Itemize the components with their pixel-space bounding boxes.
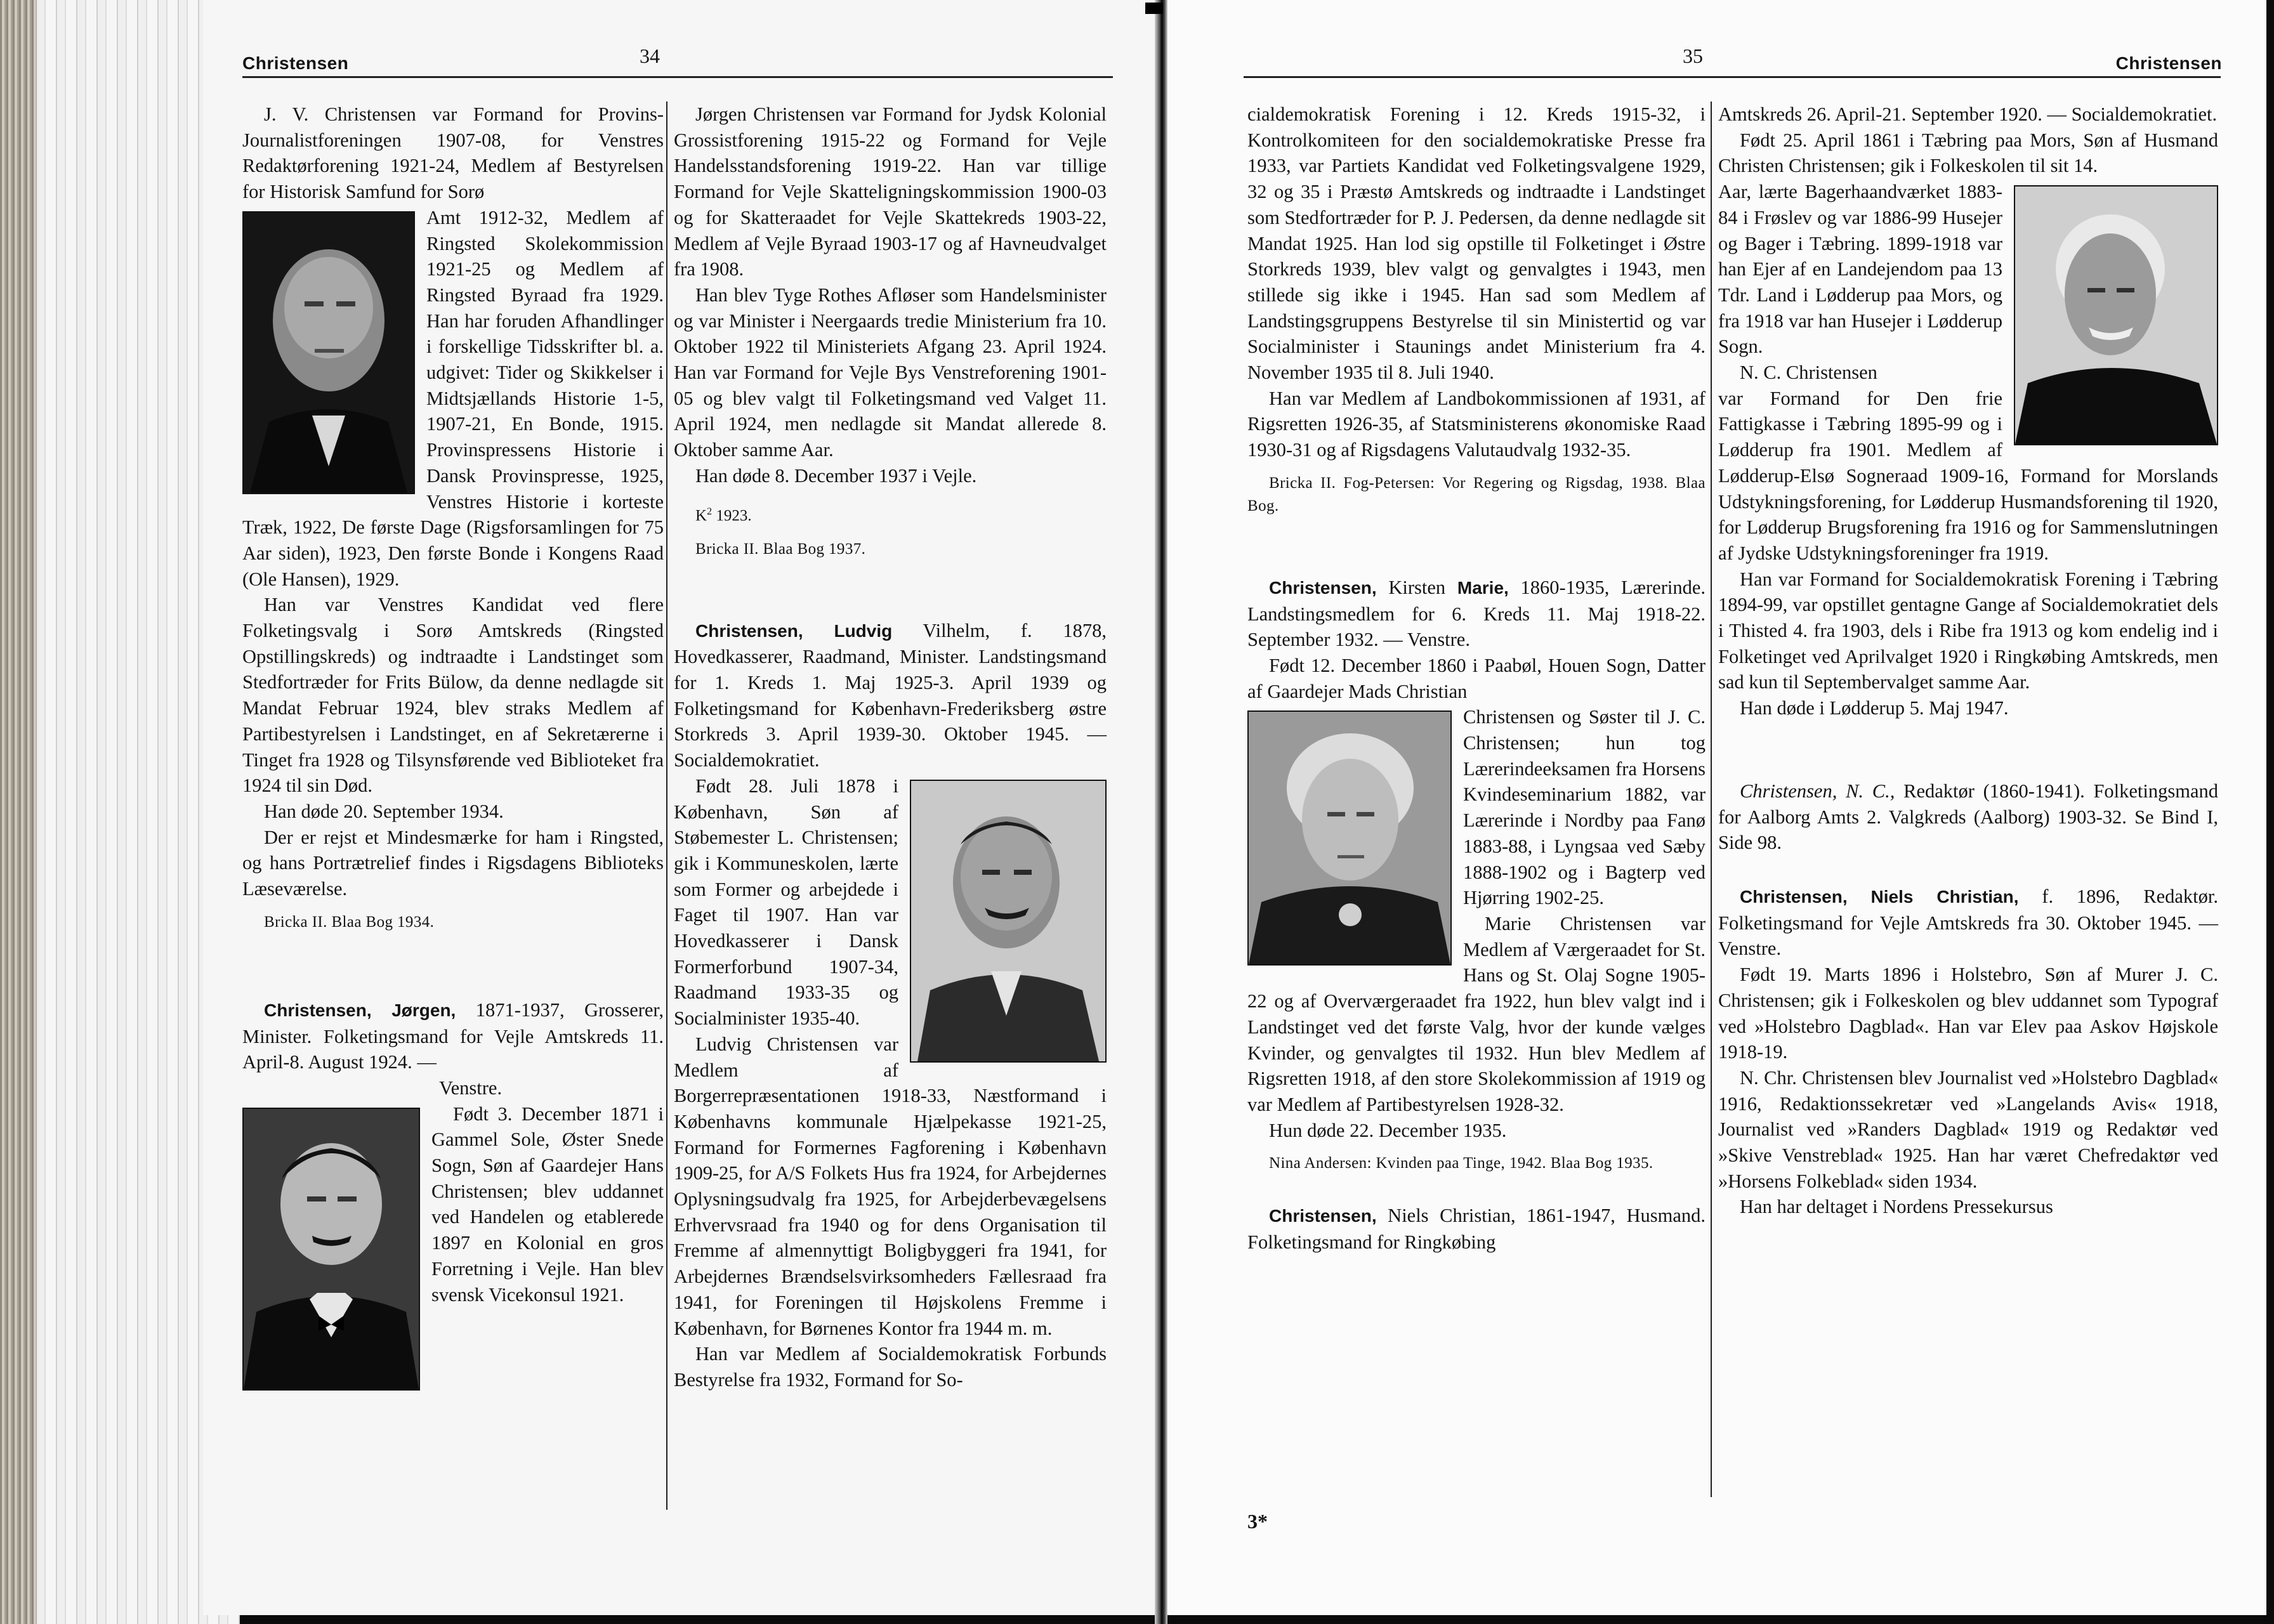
- paragraph: J. V. Christensen var Formand for Provins-Journalistforeningen 1907-08, for Venstres Redaktørforening 1921-24, Medlem af Bestyrelsen for Historisk Samfund for Sorø: [242, 103, 664, 203]
- header-rule: [1244, 76, 2221, 78]
- entry-heading-text: f. 1896, Redaktør. Folketingsmand for Vejle Amtskreds fra 30. Oktober 1945. — Venstre.: [1718, 885, 2218, 960]
- entry-heading-text: Redaktør (1860-1941). Folketingsmand for Aalborg Amts 2. Valgkreds (Aalborg) 1903-32. Se Bind I, Side 98.: [1718, 780, 2219, 854]
- paragraph: Aar, lærte Bagerhaandværket 1883-84 i Frøslev og var 1886-99 Husejer og Bager i Tæbring. 1899-1918 var han Ejer af en Landejendom paa 13 Tdr. Land i Lødderup paa Mors, og fra 1918 var han Husejer i Lødderup Sogn.: [1718, 181, 2002, 358]
- citation: Bricka II. Blaa Bog 1937.: [695, 540, 866, 558]
- entry-party: Venstre.: [439, 1077, 503, 1099]
- entry-jorgen-christensen: [242, 997, 664, 1075]
- column-divider: [1711, 102, 1712, 1497]
- entry-niels-christian-christensen-1861: [1247, 1203, 1705, 1255]
- left-column-1: [242, 102, 664, 1394]
- right-page: [1167, 0, 2266, 1615]
- paragraph: Amtskreds 26. April-21. September 1920. — Socialdemokratiet.: [1718, 103, 2218, 125]
- left-column-2: [674, 102, 1107, 1393]
- paragraph: Han var Medlem af Landbokommissionen af 1931, af Rigsretten 1926-35, af Statsministerens økonomiske Raad 1930-31 og af Rigsdagens Valutaudvalg 1932-35.: [1247, 387, 1705, 461]
- entry-ludvig-christensen: [674, 618, 1107, 773]
- paragraph: var Formand for Den frie Fattigkasse i Tæbring 1895-99 og i Lødderup fra 1901. Medlem af Lødderup-Elsø Sogneraad 1909-16, Formand for Morslands Udstykningsforening, for Lødderup Husmandsforening til 1920, for Lødderup Brugsforening fra 1916 og for Sammenslutningen af Jydske Udstykningsforeninger fra 1919.: [1718, 387, 2218, 564]
- paragraph: Christensen og Søster til J. C. Christensen; hun tog Lærerindeeksamen fra Horsens Kvindeseminarium 1882, var Lærerinde i Nordby paa Fanø 1883-88, i Lyngsaa ved Sæby 1888-1902 og i Bagterp ved Hjørring 1902-25.: [1463, 706, 1705, 909]
- paragraph: Der er rejst et Mindesmærke for ham i Ringsted, og hans Portrætrelief findes i Rigsdagens Biblioteks Læseværelse.: [242, 826, 664, 900]
- entry-kirsten-marie-christensen: Christensen, Kirsten Marie, 1860-1935, Lærerinde. Landstingsmedlem for 6. Kreds 11. Maj 1918-22. September 1932. — Venstre.: [1247, 576, 1706, 651]
- paragraph: Jørgen Christensen var Formand for Jydsk Kolonial Grossistforening 1915-22 og Formand for Vejle Handelsstandsforening 1919-22. Han var tillige Formand for Vejle Skatteligningskommission 1900-03 og for Skatteraadet for Vejle Skattekreds 1903-22, Medlem af Vejle Byraad 1903-17 og af Havneudvalget fra 1908.: [674, 103, 1107, 280]
- paragraph: Født 19. Marts 1896 i Holstebro, Søn af Murer J. C. Christensen; gik i Folkeskolen og blev uddannet som Typograf ved »Holstebro Dagblad«. Han var Elev paa Askov Højskole 1918-19.: [1718, 964, 2218, 1063]
- entry-name: Christensen, Ludvig: [695, 620, 893, 641]
- paragraph: Amt 1912-32, Medlem af Ringsted Skolekommission 1921-25 og Medlem af Ringsted Byraad fra 1929. Han har foruden Afhandlinger i forskellige Tidsskrifter bl. a. udgivet: Tider og Skikkelser i Midtsjællands Historie 1-5, 1907-21, En Bonde, 1915. Provinspressens Historie i Dansk Provinspresse, 1925, Venstres Historie i korteste Træk, 1922, De første Dage (Rigsforsamlingen for 75 Aar siden), 1923, Den første Bonde i Kongens Raad (Ole Hansen), 1929.: [242, 206, 664, 590]
- entry-heading-text: Niels Christian, 1861-1947, Husmand. Folketingsmand for Ringkøbing: [1247, 1205, 1705, 1254]
- entry-heading-text: 1860-1935, Lærerinde. Landstingsmedlem for 6. Kreds 11. Maj 1918-22. September 1932. — Venstre.: [1247, 576, 1706, 651]
- entry-name: Christensen, Niels Christian,: [1740, 886, 2019, 907]
- entry-heading-text: 1871-1937, Grosserer, Minister. Folketingsmand for Vejle Amtskreds 11. April-8. August 1924. —: [242, 999, 664, 1073]
- entry-name: Christensen, Jørgen,: [264, 1000, 456, 1020]
- paragraph: Født 28. Juli 1878 i København, Søn af Støbemester L. Christensen; gik i Kommuneskolen, lærte som Former og arbejdede i Faget til 1907. Han var Hovedkasserer i Dansk Formerforbund 1907-34, Raadmand 1933-35 og Socialminister 1935-40.: [674, 775, 898, 1030]
- order-note: $K^2$ 1923.: [695, 506, 752, 524]
- book-gutter: [1155, 0, 1167, 1624]
- portrait-jorgen-christensen: [242, 1108, 420, 1391]
- page-number: 35: [1683, 44, 1703, 67]
- paragraph: Ludvig Christensen var Medlem af Borgerrepræsentationen 1918-33, Næstformand i Københavns kommunale Hjælpekasse 1921-25, Formand for Formernes Fagforening i København 1909-25, for A/S Folkets Hus fra 1924, for Arbejdernes Oplysningsudvalg fra 1925, for Arbejderbevægelsens Erhvervsraad fra 1940 og for dens Organisation til Fremme af almennyttigt Boligbyggeri fra 1941, for Arbejdernes Brændselsvirksomheders Fællesraad fra 1941, for Foreningen til Højskolens Fremme i København, for Børnenes Kontor fra 1944 m. m.: [674, 1033, 1107, 1339]
- entry-name: Christensen, N. C.,: [1740, 780, 1895, 802]
- right-column-2: [1718, 102, 2218, 1220]
- entry-name: Christensen,: [1269, 1206, 1377, 1226]
- header-rule: [242, 76, 1113, 78]
- entry-nc-christensen-crossref: [1718, 778, 2218, 856]
- paragraph: Han var Medlem af Socialdemokratisk Forbunds Bestyrelse fra 1932, Formand for So-: [674, 1343, 1107, 1391]
- citation: Bricka II. Fog-Petersen: Vor Regering og Rigsdag, 1938. Blaa Bog.: [1247, 474, 1705, 514]
- portrait-kirsten-marie-christensen: [1247, 710, 1452, 966]
- entry-name: Christensen,: [1269, 577, 1377, 598]
- page-number: 34: [640, 44, 660, 67]
- book-spine-edge: [0, 0, 37, 1624]
- left-running-head: [242, 46, 348, 74]
- running-head-title: Christensen: [2115, 53, 2222, 73]
- paragraph: Han døde i Lødderup 5. Maj 1947.: [1740, 697, 2009, 719]
- right-column-1: [1247, 102, 1705, 1255]
- paragraph: Han døde 20. September 1934.: [264, 800, 504, 822]
- portrait-jv-christensen: [242, 211, 415, 494]
- paragraph: Marie Christensen var Medlem af Værgeraadet for St. Hans og St. Olaj Sogne 1905-22 og af Overværgeraadet fra 1922, hun blev valgt ind i Landstinget ved det første Valg, hvor der kunde vælges Kvinder, og genvalgtes til 1932. Hun blev Medlem af Rigsretten 1918, af den store Skolekommission af 1919 og var Medlem af Partibestyrelsen 1928-32.: [1247, 912, 1705, 1115]
- paragraph: Født 3. December 1871 i Gammel Sole, Øster Snede Sogn, Søn af Gaardejer Hans Christensen; blev uddannet ved Handelen og etablerede 1897 en Kolonial en gros Forretning i Vejle. Han blev svensk Vicekonsul 1921.: [431, 1103, 664, 1306]
- running-head-title: Christensen: [242, 53, 349, 73]
- paragraph: Han døde 8. December 1937 i Vejle.: [695, 464, 977, 487]
- signature-mark: 3*: [1247, 1510, 1268, 1533]
- paragraph: Han har deltaget i Nordens Pressekursus: [1740, 1196, 2053, 1218]
- citation: Nina Andersen: Kvinden paa Tinge, 1942. Blaa Bog 1935.: [1269, 1155, 1653, 1172]
- portrait-ludvig-christensen: [910, 780, 1107, 1063]
- paragraph: Født 12. December 1860 i Paabøl, Houen Sogn, Datter af Gaardejer Mads Christian: [1247, 654, 1705, 702]
- entry-heading-text: Vilhelm, f. 1878, Hovedkasserer, Raadmand, Minister. Landstingsmand for 1. Kreds 1. Maj 1925-3. April 1939 og Folketingsmand for København-Frederiksberg østre Storkreds 3. April 1939-30. Oktober 1945. — Socialdemokratiet.: [674, 619, 1107, 771]
- paragraph: Han var Venstres Kandidat ved flere Folketingsvalg i Sorø Amtskreds (Ringsted Opstillingskreds) og indtraadte i Landstinget som Stedfortræder for Frits Bülow, da denne nedlagde sit Mandat Februar 1924, blev straks Medlem af Partibestyrelsen i Landstinget, en af Sekretærerne i Tinget fra 1928 og Tilsynsførende ved Biblioteket fra 1924 til sin Død.: [242, 594, 664, 797]
- column-divider: [666, 102, 667, 1510]
- paragraph: N. C. Christensen: [1740, 362, 1877, 384]
- paragraph: Han blev Tyge Rothes Afløser som Handelsminister og var Minister i Neergaards tredie Ministerium fra 10. Oktober 1922 til Ministeriets Afgang 23. April 1924. Han var Formand for Vejle Bys Venstreforening 1901-05 og blev valgt til Folketingsmand ved Valget 11. April 1924, men nedlagde sit Mandat allerede 8. Oktober samme Aar.: [674, 284, 1107, 461]
- paragraph: Han var Formand for Socialdemokratisk Forening i Tæbring 1894-99, var opstillet gentagne Gange af Socialdemokratiet dels i Thisted 4. fra 1903, dels i Ribe fra 1913 og kom endelig ind i Folketinget ved Aprilvalget 1920 i Ringkøbing Amtskreds, men sad kun til Septembervalget samme Aar.: [1718, 568, 2218, 693]
- paragraph: Hun døde 22. December 1935.: [1269, 1119, 1507, 1141]
- paragraph: N. Chr. Christensen blev Journalist ved »Holstebro Dagblad« 1916, Redaktionssekretær ved »Langelands Avis« 1918, Journalist ved »Randers Dagblad« 1919 og Redaktør ved »Skive Venstreblad« 1925. Han har været Chefredaktør ved »Horsens Folkeblad« siden 1934.: [1718, 1066, 2218, 1192]
- citation: Bricka II. Blaa Bog 1934.: [264, 913, 435, 931]
- left-page: [203, 0, 1156, 1615]
- paragraph: cialdemokratisk Forening i 12. Kreds 1915-32, i Kontrolkomiteen for den socialdemokratiske Presse fra 1933, var Partiets Kandidat ved Folketingsvalgene 1929, 32 og 35 i Præstø Amtskreds og indtraadte i Landstinget som Stedfortræder for P. J. Pedersen, da denne nedlagde sit Mandat 1925. Han lod sig opstille til Folketinget i Østre Storkreds 1939, blev valgt og genvalgtes i 1943, men stillede sig ikke i 1945. Han sad som Medlem af Landstingsgruppens Bestyrelse til sin Ministertid og var Socialminister i Staunings andet Ministerium fra 4. November 1935 til 8. Juli 1940.: [1247, 103, 1705, 384]
- right-running-head: [2116, 46, 2222, 74]
- entry-niels-christian-christensen-1896: [1718, 884, 2218, 962]
- paragraph: Født 25. April 1861 i Tæbring paa Mors, Søn af Husmand Christen Christensen; gik i Folkeskolen til sit 14.: [1718, 129, 2218, 177]
- portrait-niels-christian-christensen: [2014, 185, 2218, 445]
